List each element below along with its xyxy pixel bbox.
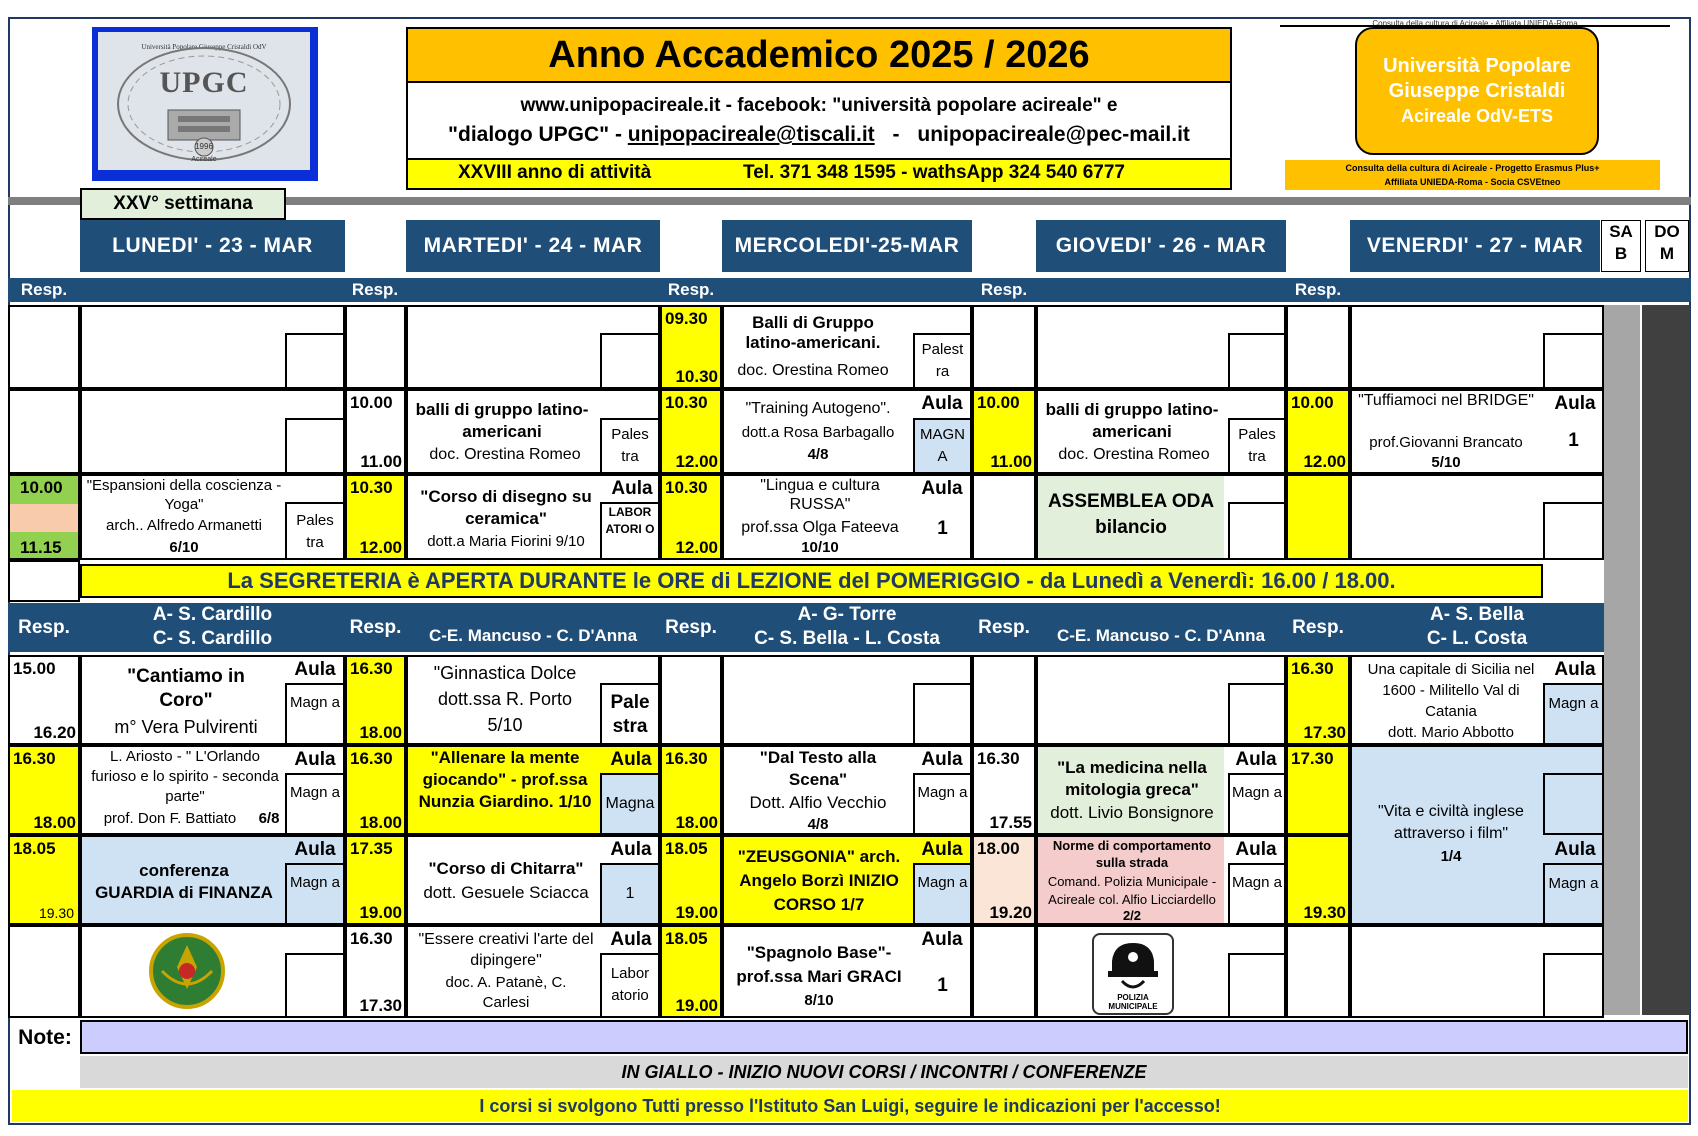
day-saturday: SA B — [1601, 220, 1641, 272]
course-essere-creativi[interactable]: "Essere creativi l'arte del dipingere" doc. A. Patanè, C. Carlesi Aula — [406, 925, 660, 1018]
time-cell — [1286, 474, 1350, 560]
room-box — [1228, 683, 1286, 745]
course-lingua-russa[interactable]: "Lingua e cultura RUSSA" prof.ssa Olga Fateeva 10/10 Aula — [722, 474, 972, 560]
room-label: Magn a — [285, 773, 345, 835]
resp-wednesday: A- G- Torre C- S. Bella - L. Costa — [722, 603, 972, 652]
room-label: 1 — [600, 863, 660, 925]
time-cell — [1286, 925, 1350, 1018]
time-cell: 18.05 19.00 — [660, 925, 722, 1018]
room-box — [285, 333, 345, 389]
room-box — [1228, 953, 1286, 1018]
time-cell: 16.30 17.55 — [972, 745, 1036, 835]
course-ariosto[interactable]: L. Ariosto - " L'Orlando furioso e lo spirito - seconda parte" prof. Don F. Battiato 6/8 Aula — [80, 745, 345, 835]
course-norme-strada[interactable]: Norme di comportamento sulla strada Comand. Polizia Municipale - Acireale col. Alfio Licciardello 2/2 Aula — [1036, 835, 1286, 925]
week-label: XXV° settimana — [80, 188, 286, 220]
room-label: Magn a — [1543, 683, 1604, 745]
upgc-logo — [92, 27, 318, 181]
guardia-finanza-emblem-icon — [142, 931, 232, 1011]
resp-label: Resp. — [20, 280, 68, 299]
time-cell — [972, 925, 1036, 1018]
resp-tuesday: C-E. Mancuso - C. D'Anna — [406, 603, 660, 652]
room-box — [285, 418, 345, 474]
resp-label: Resp. — [1286, 603, 1350, 652]
room-label: Magn a — [1543, 863, 1604, 925]
room-box — [600, 333, 660, 389]
course-balli-wed[interactable]: Balli di Gruppo latino-americani. doc. Orestina Romeo — [722, 305, 972, 389]
room-label: Magn a — [1228, 863, 1286, 925]
contact-line: "dialogo UPGC" - unipopacireale@tiscali.it - unipopacireale@pec-mail.it — [448, 123, 1190, 146]
room-label: Magn a — [1228, 773, 1286, 835]
time-cell — [8, 560, 80, 602]
room-label: 1 — [937, 975, 948, 996]
time-cell — [972, 305, 1036, 389]
consulta-bar: Consulta della cultura di Acireale - Progetto Erasmus Plus+ Affiliata UNIEDA-Roma - Socia CSVEtneo — [1285, 160, 1660, 190]
course-capitale-sicilia[interactable]: Una capitale di Sicilia nel 1600 - Militello Val di Catania dott. Mario Abbotto Aula — [1350, 655, 1604, 745]
activity-bar: XXVIII anno di attività Tel. 371 348 1595 - wathsApp 324 540 6777 — [408, 158, 1230, 188]
course-yoga[interactable]: "Espansioni della coscienza - Yoga" arch.. Alfredo Armanetti 6/10 — [80, 474, 345, 560]
time-cell: 10.00 11.00 — [972, 389, 1036, 474]
assemblea-oda[interactable]: ASSEMBLEA ODA bilancio — [1038, 476, 1224, 558]
resp-label: Resp. — [351, 280, 399, 299]
time-cell: 16.30 17.30 — [345, 925, 406, 1018]
time-cell — [8, 389, 80, 474]
course-medicina-mitologia[interactable]: "La medicina nella mitologia greca" dott. Livio Bonsignore Aula — [1036, 745, 1286, 835]
polizia-municipale-badge-icon: POLIZIA MUNICIPALE — [1092, 933, 1174, 1015]
course-training-autogeno[interactable]: "Training Autogeno". dott.a Rosa Barbagallo 4/8 Aula — [722, 389, 972, 474]
room-label: Magna — [600, 773, 660, 835]
room-label: Pales tra — [285, 502, 345, 560]
course-cantiamo-coro[interactable]: "Cantiamo in Coro" m° Vera Pulvirenti Aula — [80, 655, 345, 745]
legend-note: IN GIALLO - INIZIO NUOVI CORSI / INCONTRI / CONFERENZE — [80, 1056, 1688, 1088]
room-label: Magn a — [285, 863, 345, 925]
time-cell: 18.05 19.00 — [660, 835, 722, 925]
day-wednesday: MERCOLEDI'-25-MAR — [722, 220, 972, 272]
time-cell: 10.00 11.15 — [8, 474, 80, 560]
pec-email[interactable]: unipopacireale@pec-mail.it — [917, 123, 1190, 146]
notes-field[interactable] — [80, 1020, 1688, 1054]
time-cell: 16.30 17.30 — [1286, 655, 1350, 745]
course-chitarra[interactable]: "Corso di Chitarra" dott. Gesuele Sciacca Aula — [406, 835, 660, 925]
day-sunday: DO M — [1645, 220, 1689, 272]
time-cell — [8, 305, 80, 389]
room-label: Labor atorio — [600, 953, 660, 1018]
sunday-column — [1642, 305, 1690, 1015]
footer-notice: I corsi si svolgono Tutti presso l'Istituto San Luigi, seguire le indicazioni per l'accesso! — [12, 1090, 1688, 1122]
resp-label: Resp. — [980, 280, 1028, 299]
time-cell — [972, 474, 1036, 560]
email-link[interactable]: unipopacireale@tiscali.it — [627, 123, 875, 146]
secretary-notice: La SEGRETERIA è APERTA DURANTE le ORE di LEZIONE del POMERIGGIO - da Lunedì a Venerdì: 16.00 / 18.00. — [80, 564, 1543, 598]
room-label: Magn a — [913, 863, 972, 925]
day-tuesday: MARTEDI' - 24 - MAR — [406, 220, 660, 272]
room-label: 1 — [937, 518, 948, 539]
resp-label: Resp. — [660, 603, 722, 652]
resp-row — [8, 278, 1691, 302]
course-zeusgonia[interactable]: "ZEUSGONIA" arch. Angelo Borzì INIZIO CORSO 1/7 Aula — [722, 835, 972, 925]
time-cell: 17.35 19.00 — [345, 835, 406, 925]
course-vita-civilta-inglese[interactable]: "Vita e civiltà inglese attraverso i film" 1/4 Aula — [1350, 745, 1604, 925]
resp-monday: A- S. Cardillo C- S. Cardillo — [80, 603, 345, 652]
academic-year-title: Anno Accademico 2025 / 2026 — [408, 29, 1230, 83]
resp-friday: A- S. Bella C- L. Costa — [1350, 603, 1604, 652]
time-cell: 17.30 — [1286, 745, 1350, 835]
room-box — [1543, 502, 1604, 560]
time-cell: 09.30 10.30 — [660, 305, 722, 389]
time-cell: 16.30 18.00 — [345, 655, 406, 745]
time-cell — [972, 655, 1036, 745]
day-friday: VENERDI' - 27 - MAR — [1350, 220, 1600, 272]
room-box — [913, 683, 972, 745]
university-badge: Università Popolare Giuseppe Cristaldi Acireale OdV-ETS — [1355, 27, 1599, 155]
course-ginnastica[interactable]: "Ginnastica Dolce dott.ssa R. Porto 5/10 — [406, 655, 660, 745]
time-cell: 10.30 12.00 — [660, 389, 722, 474]
time-cell: 10.30 12.00 — [345, 474, 406, 560]
time-cell: 10.00 11.00 — [345, 389, 406, 474]
time-cell: 18.00 19.20 — [972, 835, 1036, 925]
notes-label: Note: — [18, 1026, 72, 1049]
time-cell: 18.05 19.30 — [8, 835, 80, 925]
conferenza-guardia-finanza[interactable]: conferenza GUARDIA di FINANZA Aula — [80, 835, 345, 925]
course-dal-testo[interactable]: "Dal Testo alla Scena" Dott. Alfio Vecchio 4/8 Aula — [722, 745, 972, 835]
room-label: Pales tra — [600, 418, 660, 474]
room-box — [1543, 773, 1604, 835]
logo-acronym: UPGC — [159, 66, 249, 99]
course-balli-thu[interactable]: balli di gruppo latino-americani doc. Orestina Romeo — [1036, 389, 1286, 474]
time-cell: 15.00 16.20 — [8, 655, 80, 745]
day-monday: LUNEDI' - 23 - MAR — [80, 220, 345, 272]
time-cell: 10.00 12.00 — [1286, 389, 1350, 474]
logo-caption: Università Popolare Giuseppe Cristaldi OdV — [141, 43, 267, 51]
room-box — [285, 953, 345, 1018]
logo-year: 1996 — [195, 142, 213, 151]
time-cell: 10.30 12.00 — [660, 474, 722, 560]
course-balli-tue[interactable]: balli di gruppo latino-americani doc. Orestina Romeo — [406, 389, 660, 474]
room-label: Magn a — [285, 683, 345, 745]
room-box — [1543, 953, 1604, 1018]
course-spagnolo[interactable]: "Spagnolo Base"- prof.ssa Mari GRACI 8/10 Aula — [722, 925, 972, 1018]
title-block — [406, 27, 1232, 190]
time-cell — [660, 655, 722, 745]
room-label: 1 — [1568, 430, 1579, 451]
room-label: Magn a — [913, 773, 972, 835]
resp-label: Resp. — [1294, 280, 1342, 299]
time-cell: 19.30 — [1286, 835, 1350, 925]
time-cell — [1286, 305, 1350, 389]
time-cell: 16.30 18.00 — [8, 745, 80, 835]
resp-label: Resp. — [8, 603, 80, 652]
top-right-line: Consulta della cultura di Acireale - Affiliata UNIEDA-Roma — [1280, 19, 1670, 27]
room-label: Pales tra — [1228, 418, 1286, 474]
room-label: LABOR ATORI O — [600, 502, 660, 560]
resp-label: Resp. — [972, 603, 1036, 652]
room-label: Pale stra — [600, 683, 660, 745]
course-disegno-ceramica[interactable]: "Corso di disegno su ceramica" dott.a Maria Fiorini 9/10 Aula — [406, 474, 660, 560]
website-line: www.unipopacireale.it - facebook: "università popolare acireale" e — [520, 95, 1118, 116]
room-box — [1228, 502, 1286, 560]
room-label: Palest ra — [913, 333, 972, 389]
resp-label: Resp. — [667, 280, 715, 299]
course-allenare-mente[interactable]: "Allenare la mente giocando" - prof.ssa Nunzia Giardino. 1/10 Aula — [406, 745, 660, 835]
saturday-column — [1604, 305, 1640, 1015]
resp-thursday: C-E. Mancuso - C. D'Anna — [1036, 603, 1286, 652]
room-box — [1543, 333, 1604, 389]
room-box — [1228, 333, 1286, 389]
time-cell — [8, 925, 80, 1018]
course-bridge[interactable]: "Tuffiamoci nel BRIDGE" prof.Giovanni Brancato 5/10 Aula — [1350, 389, 1604, 474]
time-cell — [345, 305, 406, 389]
room-label: MAGN A — [913, 418, 972, 474]
time-cell: 16.30 18.00 — [345, 745, 406, 835]
logo-city: Acireale — [191, 156, 217, 163]
resp-label: Resp. — [345, 603, 406, 652]
time-cell: 16.30 18.00 — [660, 745, 722, 835]
day-thursday: GIOVEDI' - 26 - MAR — [1036, 220, 1286, 272]
